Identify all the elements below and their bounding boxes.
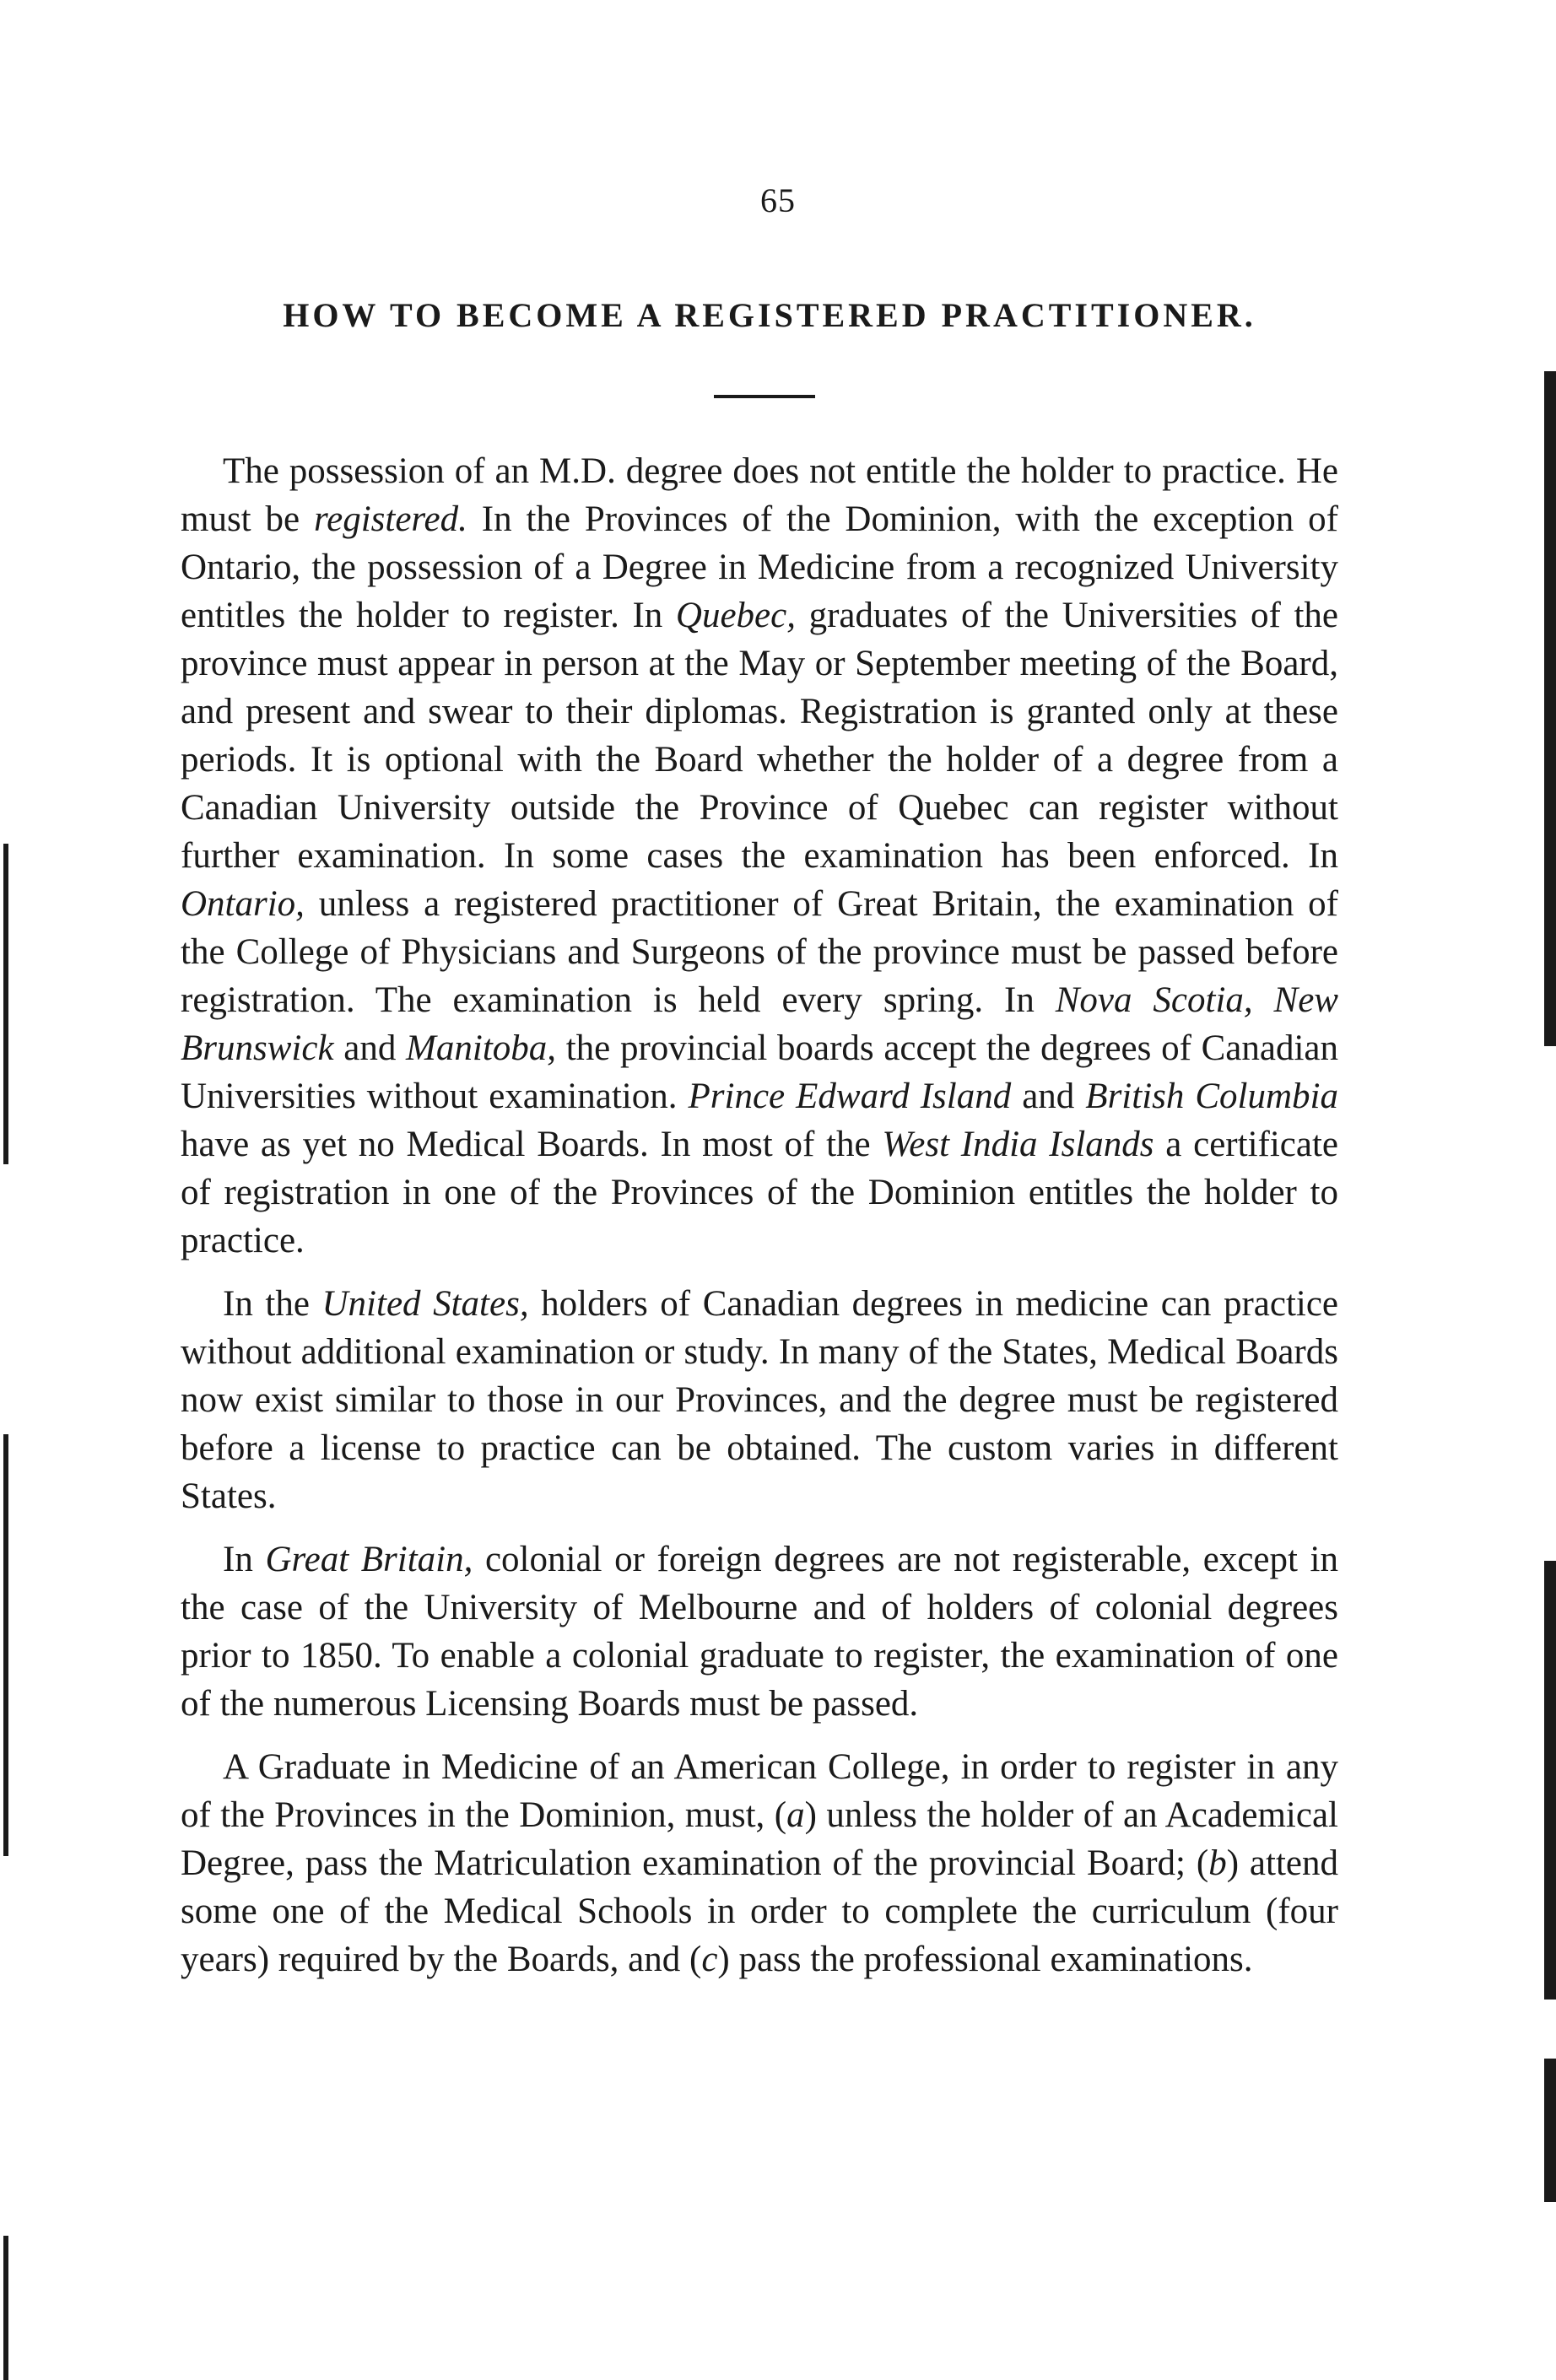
scan-edge-left xyxy=(3,1434,8,1856)
text-run: ) attend some one of the Medical Schools in order to complete the curriculum (four years) required by the Boards, and ( xyxy=(181,1843,1338,1979)
italic-text: registered. xyxy=(313,499,467,539)
text-run: and xyxy=(1011,1077,1086,1116)
italic-text: Prince Edward Island xyxy=(688,1077,1012,1116)
text-run: ) pass the professional examinations. xyxy=(717,1940,1253,1979)
text-run: A Graduate in Medicine of an American College, in order to register in any of the Provinces in the Dominion, must, ( xyxy=(181,1747,1338,1835)
text-run: In the xyxy=(223,1284,322,1324)
text-run: the provincial boards accept the degrees of Canadian Universities without examination. xyxy=(181,1028,1338,1116)
text-run: In the Provinces of the Dominion, with the exception of Ontario, the possession of a Degree in Medicine from a recognized University entitles the holder to register. In xyxy=(181,499,1338,635)
scan-edge-left xyxy=(3,2236,8,2380)
text-run: The possession of an M.D. degree does not entitle the holder to practice. He must be xyxy=(181,451,1338,539)
italic-text: West India Islands xyxy=(882,1125,1154,1164)
scan-edge-right xyxy=(1544,1561,1556,2000)
body-text xyxy=(181,447,1338,1999)
text-run: a certificate of registration in one of the Provinces of the Dominion entitles the holder to practice. xyxy=(181,1125,1338,1260)
chapter-heading: HOW TO BECOME A REGISTERED PRACTITIONER. xyxy=(283,296,1256,334)
italic-text: British Columbia xyxy=(1085,1077,1338,1116)
text-run: holders of Canadian degrees in medicine can practice without additional examination or study. In many of the States, Medical Boards now exist similar to those in our Provinces, and the degree must be registered before a license to practice can be obtained. The custom varies in different States. xyxy=(181,1284,1339,1516)
paragraph xyxy=(181,447,1338,1265)
paragraph xyxy=(181,1743,1338,1983)
italic-text: Great Britain, xyxy=(265,1540,473,1579)
italic-text: b xyxy=(1208,1843,1227,1883)
text-run: ) unless the holder of an Academical Degree, pass the Matriculation examination of the provincial Board; ( xyxy=(181,1795,1338,1883)
text-run: have as yet no Medical Boards. In most of the xyxy=(181,1125,883,1164)
italic-text: Manitoba, xyxy=(406,1028,557,1068)
paragraph xyxy=(181,1280,1338,1520)
scan-edge-right xyxy=(1544,371,1556,1046)
text-run: In xyxy=(223,1540,266,1579)
paragraph xyxy=(181,1535,1338,1728)
scan-edge-left xyxy=(3,844,8,1164)
page-number: 65 xyxy=(760,181,796,219)
text-run: graduates of the Universities of the province must appear in person at the May or September meeting of the Board, and present and swear to their diplomas. Registration is granted only at these periods. It is optional with the Board whether the holder of a degree from a Canadian University outside the Province of Quebec can register without further examination. In some cases the examination has been enforced. In xyxy=(181,596,1338,876)
italic-text: Nova Scotia, New Brunswick xyxy=(181,980,1338,1068)
italic-text: Ontario, xyxy=(181,884,305,924)
italic-text: a xyxy=(786,1795,805,1835)
italic-text: Quebec, xyxy=(675,596,796,635)
text-run: and xyxy=(333,1028,407,1068)
italic-text: United States, xyxy=(321,1284,529,1324)
heading-rule xyxy=(714,395,815,398)
italic-text: c xyxy=(701,1940,718,1979)
text-run: unless a registered practitioner of Great Britain, the examination of the College of Physicians and Surgeons of the province must be passed before registration. The examination is held every spring. In xyxy=(181,884,1338,1020)
text-run: colonial or foreign degrees are not registerable, except in the case of the University of Melbourne and of holders of colonial degrees prior to 1850. To enable a colonial graduate to register, the examination of one of the numerous Licensing Boards must be passed. xyxy=(181,1540,1338,1724)
scan-edge-right xyxy=(1544,2059,1556,2202)
